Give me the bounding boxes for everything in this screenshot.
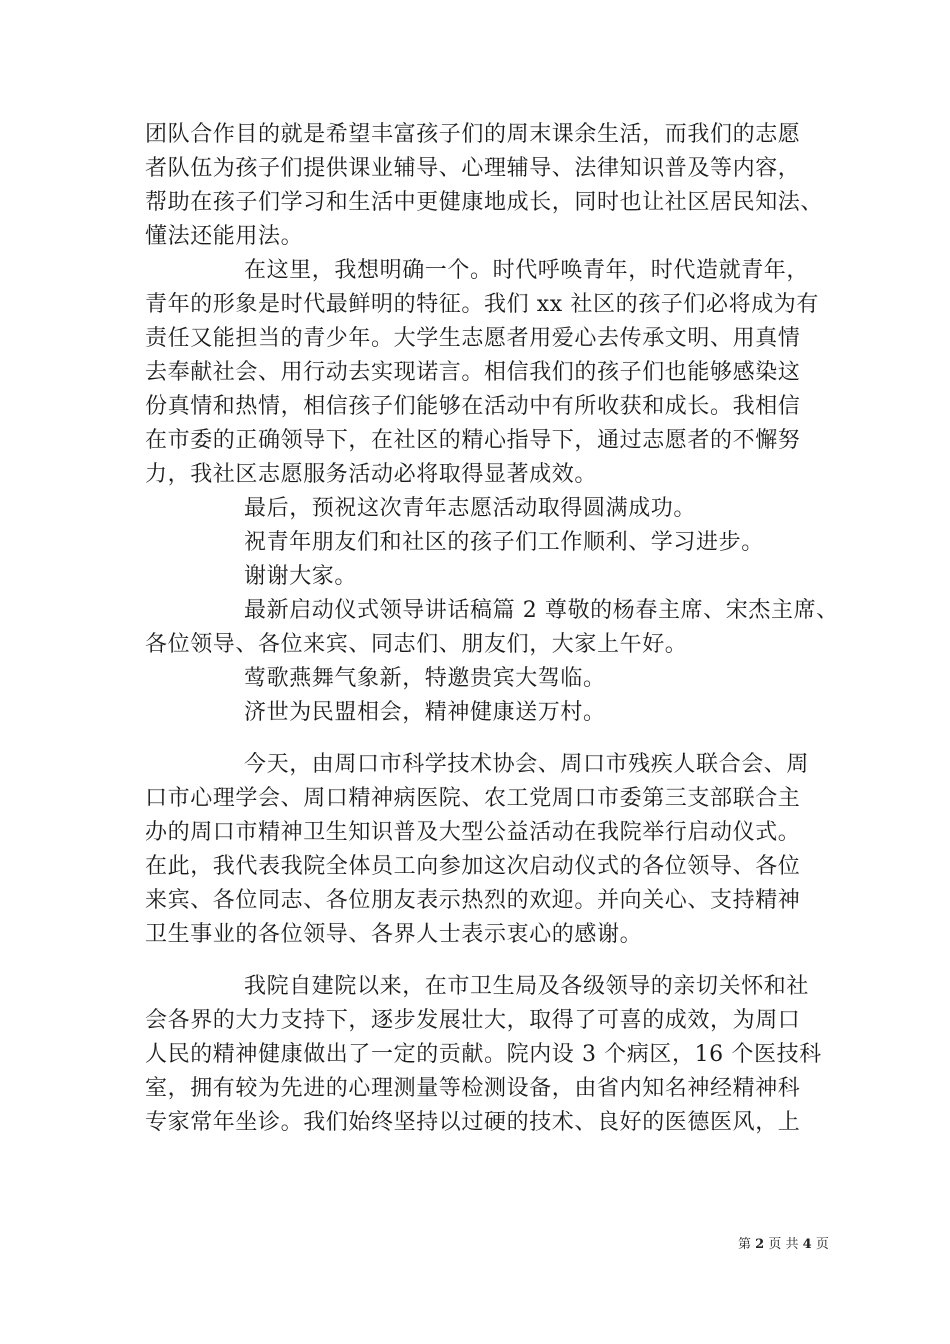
current-page-number: 2	[755, 1237, 765, 1252]
text-line: 者队伍为孩子们提供课业辅导、心理辅导、法律知识普及等内容，	[145, 156, 801, 181]
text-line: 口市心理学会、周口精神病医院、农工党周口市委第三支部联合主	[145, 786, 801, 811]
text-line: 懂法还能用法。	[145, 224, 304, 249]
text-line: 力，我社区志愿服务活动必将取得显著成效。	[145, 462, 598, 487]
paragraph-start: 在这里，我想明确一个。时代呼唤青年，时代造就青年，	[244, 258, 810, 283]
paragraph-start: 最新启动仪式领导讲话稿篇 2 尊敬的杨春主席、宋杰主席、	[244, 598, 839, 623]
footer-suffix: 页	[815, 1237, 829, 1252]
paragraph-start: 祝青年朋友们和社区的孩子们工作顺利、学习进步。	[244, 530, 764, 555]
footer-middle: 页 共	[768, 1237, 799, 1252]
text-line: 责任又能担当的青少年。大学生志愿者用爱心去传承文明、用真情	[145, 326, 801, 351]
text-line: 份真情和热情，相信孩子们能够在活动中有所收获和成长。我相信	[145, 394, 801, 419]
text-line: 在此，我代表我院全体员工向参加这次启动仪式的各位领导、各位	[145, 854, 801, 879]
text-line: 来宾、各位同志、各位朋友表示热烈的欢迎。并向关心、支持精神	[145, 888, 801, 913]
paragraph-start: 济世为民盟相会，精神健康送万村。	[244, 700, 606, 725]
text-line: 团队合作目的就是希望丰富孩子们的周末课余生活，而我们的志愿	[145, 122, 801, 147]
total-page-number: 4	[802, 1237, 812, 1252]
text-line: 青年的形象是时代最鲜明的特征。我们 xx 社区的孩子们必将成为有	[145, 292, 820, 317]
paragraph-start: 今天，由周口市科学技术协会、周口市残疾人联合会、周	[244, 752, 810, 777]
paragraph-start: 我院自建院以来，在市卫生局及各级领导的亲切关怀和社	[244, 974, 810, 999]
paragraph-start: 谢谢大家。	[244, 564, 358, 589]
text-line: 去奉献社会、用行动去实现诺言。相信我们的孩子们也能够感染这	[145, 360, 801, 385]
text-line: 人民的精神健康做出了一定的贡献。院内设 3 个病区，16 个医技科	[145, 1042, 822, 1067]
footer-prefix: 第	[738, 1237, 752, 1252]
text-line: 各位领导、各位来宾、同志们、朋友们，大家上午好。	[145, 632, 688, 657]
paragraph-start: 莺歌燕舞气象新，特邀贵宾大驾临。	[244, 666, 606, 691]
text-line: 会各界的大力支持下，逐步发展壮大，取得了可喜的成效，为周口	[145, 1008, 801, 1033]
page-number-footer	[738, 1233, 829, 1252]
text-line: 专家常年坐诊。我们始终坚持以过硬的技术、良好的医德医风，上	[145, 1110, 801, 1135]
text-line: 卫生事业的各位领导、各界人士表示衷心的感谢。	[145, 922, 643, 947]
paragraph-start: 最后，预祝这次青年志愿活动取得圆满成功。	[244, 496, 697, 521]
text-line: 在市委的正确领导下，在社区的精心指导下，通过志愿者的不懈努	[145, 428, 801, 453]
text-line: 帮助在孩子们学习和生活中更健康地成长，同时也让社区居民知法、	[145, 190, 824, 215]
text-line: 办的周口市精神卫生知识普及大型公益活动在我院举行启动仪式。	[145, 820, 801, 845]
text-line: 室，拥有较为先进的心理测量等检测设备，由省内知名神经精神科	[145, 1076, 801, 1101]
